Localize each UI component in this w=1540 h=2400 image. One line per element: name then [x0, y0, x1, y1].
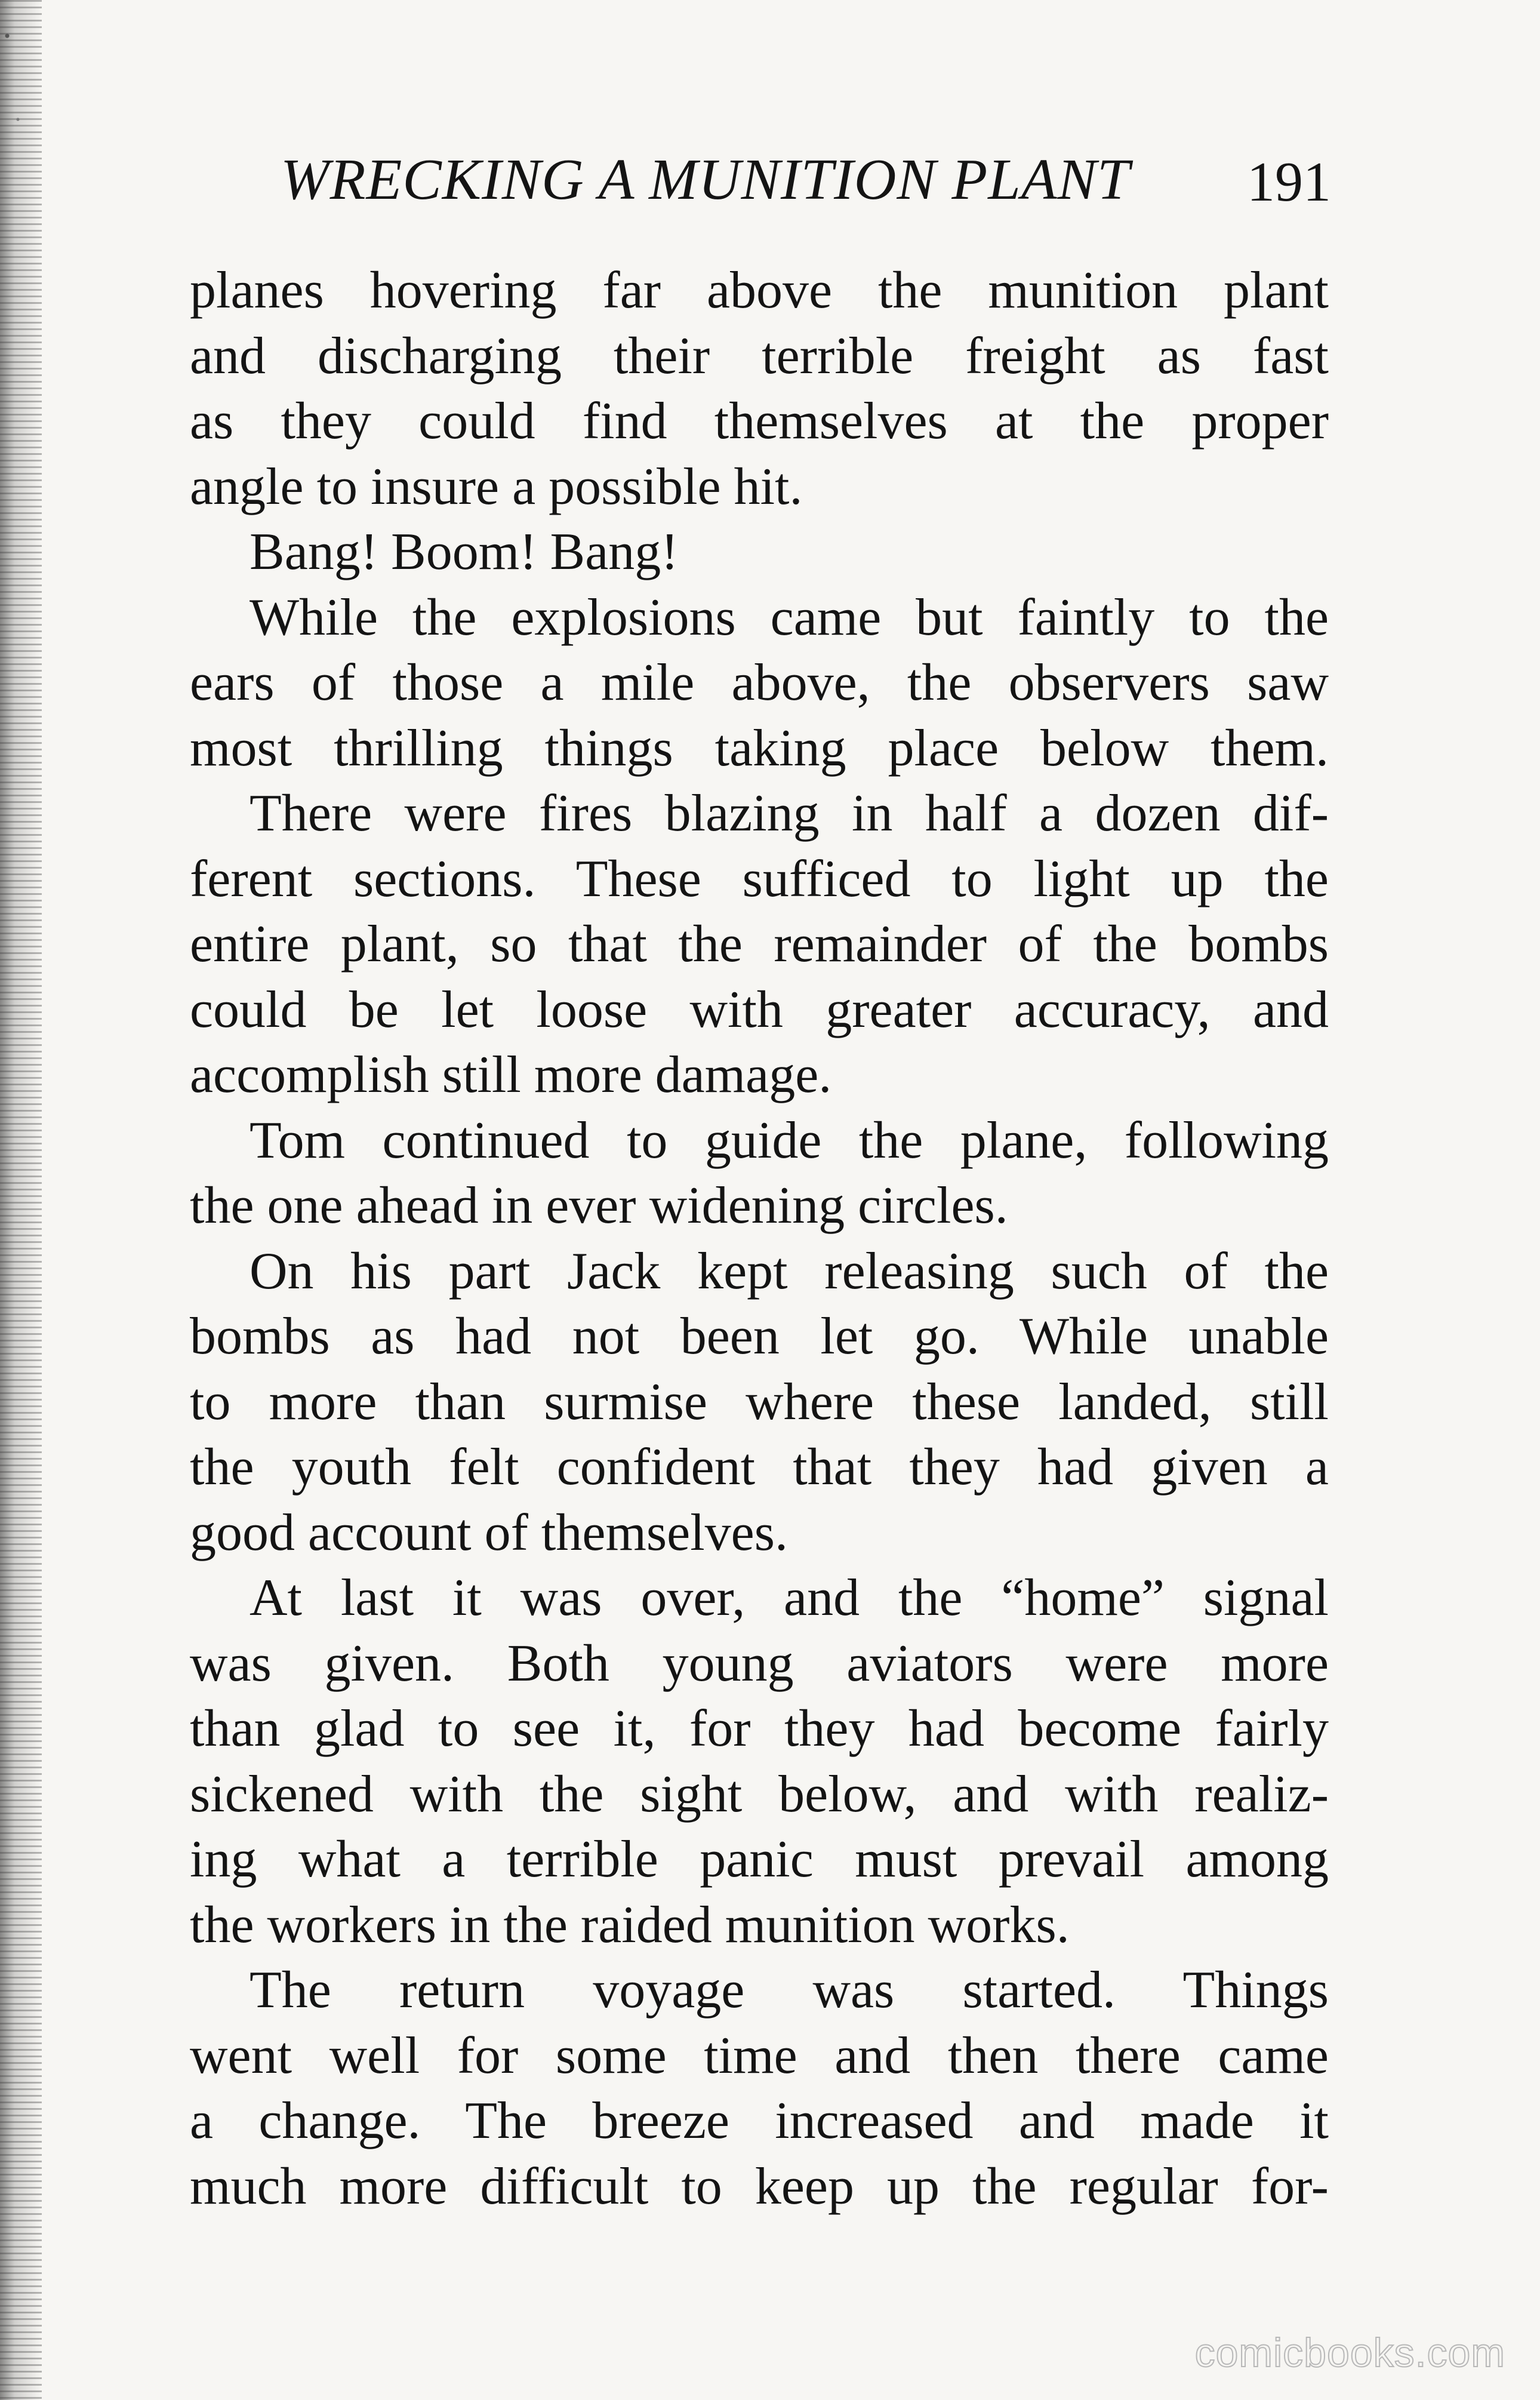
text-line: as they could find themselves at the proper [190, 392, 1329, 450]
text-line: and discharging their terrible freight as fast [190, 327, 1329, 385]
page-header [281, 146, 1331, 218]
text-line: There were fires blazing in half a dozen dif- [250, 784, 1329, 842]
text-line: than glad to see it, for they had become fairly [190, 1700, 1329, 1758]
text-line: ears of those a mile above, the observers saw [190, 654, 1329, 712]
text-line: On his part Jack kept releasing such of the [250, 1242, 1329, 1300]
scan-edge-shadow [0, 0, 42, 2400]
text-line: At last it was over, and the “home” signal [250, 1569, 1329, 1627]
text-line: accomplish still more damage. [190, 1046, 832, 1104]
text-line: While the explosions came but faintly to the [250, 588, 1329, 647]
text-line: most thrilling things taking place below them. [190, 719, 1329, 777]
watermark: comicbooks.com [1194, 2330, 1505, 2376]
text-line: bombs as had not been let go. While unable [190, 1307, 1329, 1365]
text-line: sickened with the sight below, and with realiz- [190, 1765, 1329, 1823]
text-line: to more than surmise where these landed, still [190, 1373, 1329, 1431]
text-line: could be let loose with greater accuracy, and [190, 980, 1329, 1039]
page-body [190, 258, 1329, 2219]
text-line: planes hovering far above the munition plant [190, 261, 1329, 319]
text-line: the one ahead in ever widening circles. [190, 1177, 1008, 1235]
text-line: was given. Both young aviators were more [190, 1634, 1329, 1693]
text-line: ing what a terrible panic must prevail among [190, 1830, 1329, 1888]
text-line: went well for some time and then there came [190, 2026, 1329, 2085]
text-line: angle to insure a possible hit. [190, 457, 803, 516]
text-line: entire plant, so that the remainder of the bombs [190, 915, 1329, 973]
text-line: much more difficult to keep up the regular for- [190, 2157, 1329, 2216]
text-line: Tom continued to guide the plane, following [250, 1111, 1329, 1170]
page-number: 191 [1247, 151, 1331, 213]
text-line: the youth felt confident that they had given a [190, 1438, 1329, 1496]
text-line: the workers in the raided munition works. [190, 1896, 1070, 1954]
text-line: The return voyage was started. Things [250, 1961, 1329, 2019]
text-line: ferent sections. These sufficed to light up the [190, 850, 1329, 908]
text-line: a change. The breeze increased and made it [190, 2092, 1329, 2150]
running-title: WRECKING A MUNITION PLANT [281, 147, 1131, 212]
text-line: good account of themselves. [190, 1503, 788, 1562]
text-line: Bang! Boom! Bang! [250, 523, 679, 581]
